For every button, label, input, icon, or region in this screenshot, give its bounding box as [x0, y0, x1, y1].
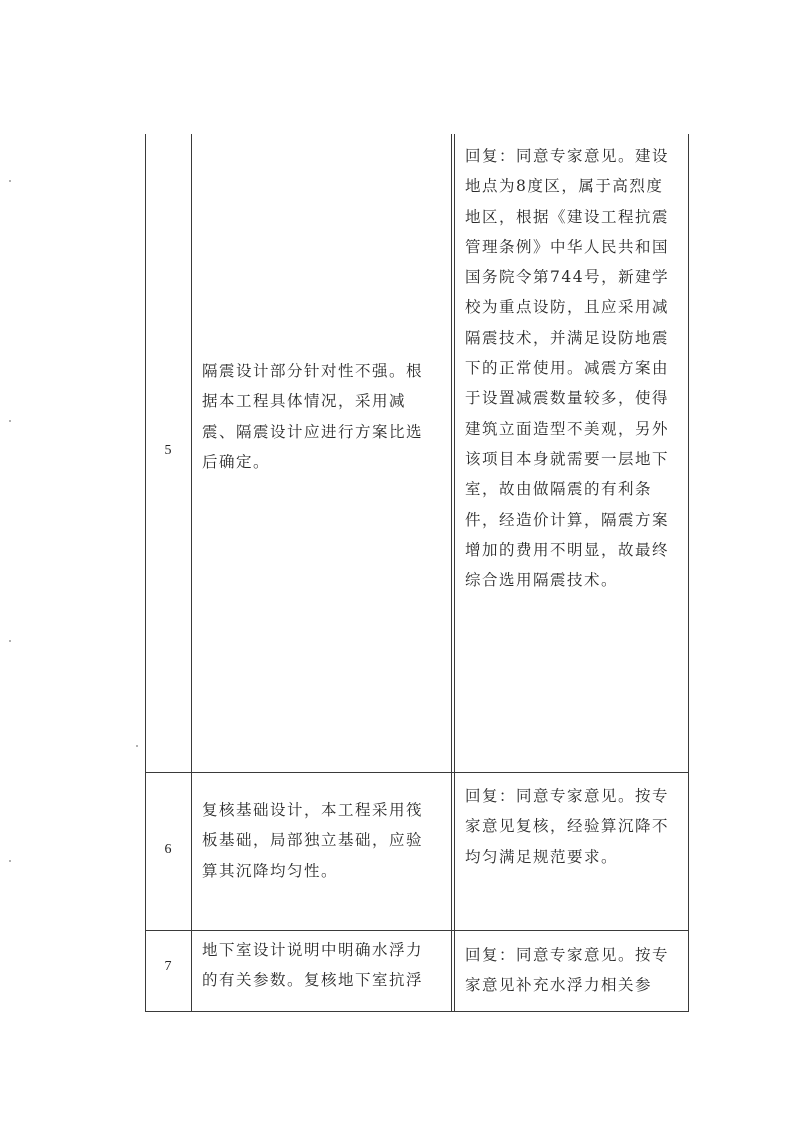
issue-line: 隔震设计部分针对性不强。根	[202, 362, 424, 380]
issue-line: 地下室设计说明中明确水浮力	[202, 941, 424, 959]
reply-line: 国务院令第744号，新建学	[465, 268, 670, 287]
reply-line: 下的正常使用。减震方案由	[465, 359, 670, 378]
scan-speck	[9, 860, 11, 862]
issue-line: 的有关参数。复核地下室抗浮	[202, 971, 424, 990]
reply-line: 于设置减震数量较多，使得	[465, 389, 670, 408]
reply-line: 隔震技术，并满足设防地震	[465, 328, 670, 347]
reply-line: 回复：同意专家意见。建设	[465, 147, 670, 165]
issue-cell	[202, 356, 423, 477]
reply-line: 家意见复核，经验算沉降不	[465, 817, 670, 836]
scan-speck	[9, 640, 11, 642]
row-number: 6	[164, 842, 172, 857]
table-border-right	[688, 134, 689, 1012]
reply-line: 回复：同意专家意见。按专	[465, 787, 670, 805]
reply-line: 建筑立面造型不美观，另外	[465, 419, 670, 438]
reply-cell	[465, 781, 669, 872]
issue-cell	[202, 795, 423, 886]
issue-line: 据本工程具体情况，采用减	[202, 392, 407, 411]
review-table	[145, 134, 689, 1012]
reply-line: 回复：同意专家意见。按专	[465, 946, 670, 964]
reply-line: 室，故由做隔震的有利条	[465, 480, 653, 499]
reply-line: 校为重点设防，且应采用减	[465, 298, 670, 317]
scan-speck	[9, 420, 11, 422]
reply-line: 管理条例》中华人民共和国	[465, 237, 670, 256]
row-number: 7	[164, 959, 172, 974]
reply-line: 家意见补充水浮力相关参	[465, 976, 653, 995]
issue-cell	[202, 935, 423, 996]
table-divider-double	[451, 134, 455, 1012]
table-border-bottom	[145, 1011, 689, 1012]
issue-line: 复核基础设计，本工程采用筏	[202, 801, 424, 819]
reply-line: 地点为8度区，属于高烈度	[465, 177, 664, 196]
issue-line: 后确定。	[202, 452, 271, 471]
reply-line: 增加的费用不明显，故最终	[465, 540, 670, 559]
table-divider-num	[191, 134, 192, 1012]
scan-speck	[136, 745, 138, 747]
table-border-left	[145, 134, 146, 1012]
scan-speck	[9, 180, 11, 182]
issue-line: 算其沉降均匀性。	[202, 861, 339, 880]
reply-cell	[465, 940, 669, 1001]
reply-cell	[465, 141, 669, 595]
issue-line: 板基础，局部独立基础，应验	[202, 831, 424, 850]
row-divider-6-7	[145, 930, 689, 931]
row-number: 5	[164, 443, 172, 458]
reply-line: 均匀满足规范要求。	[465, 847, 619, 866]
reply-line: 该项目本身就需要一层地下	[465, 449, 670, 468]
reply-line: 综合选用隔震技术。	[465, 571, 619, 590]
issue-line: 震、隔震设计应进行方案比选	[202, 422, 424, 441]
reply-line: 地区，根据《建设工程抗震	[465, 207, 670, 226]
row-divider-5-6	[145, 772, 689, 773]
reply-line: 件，经造价计算，隔震方案	[465, 510, 670, 529]
